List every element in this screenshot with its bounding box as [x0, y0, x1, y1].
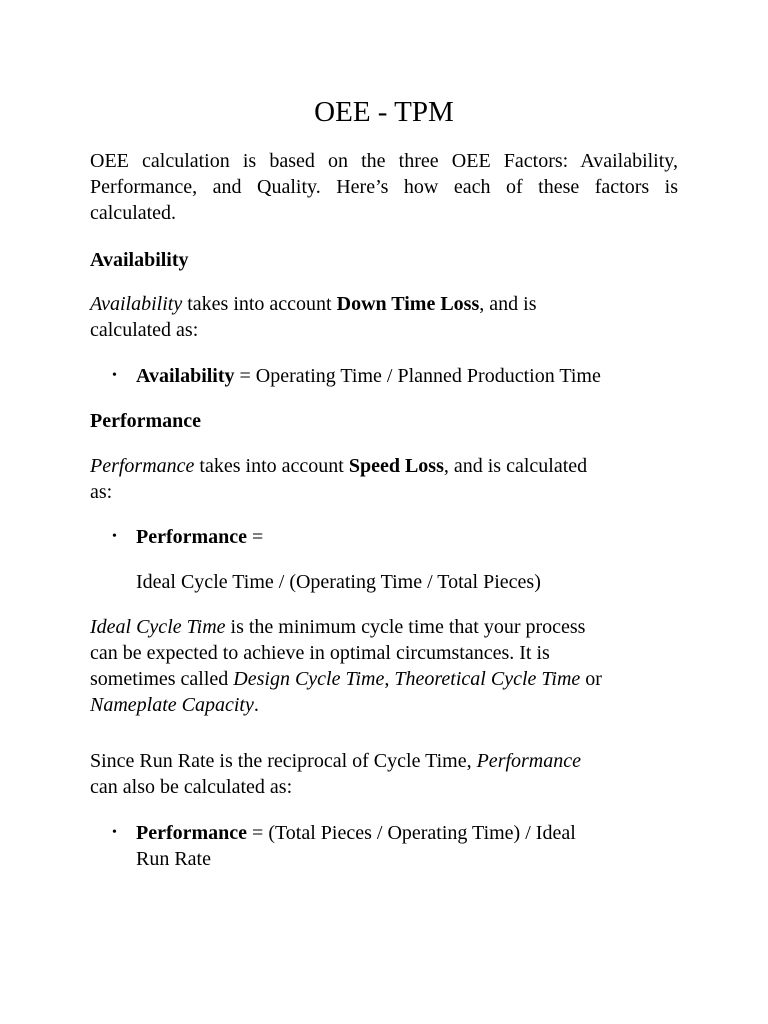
- speed-loss-term: Speed Loss: [348, 455, 444, 477]
- or-word: or: [580, 668, 602, 690]
- bullet-icon: •: [112, 825, 117, 840]
- availability-bullet-term: Availability: [136, 365, 235, 387]
- design-cycle-time-term: Design Cycle Time: [233, 668, 385, 690]
- page-title: OEE - TPM: [314, 96, 454, 128]
- performance-bullet-term: Performance: [136, 526, 248, 548]
- performance-equals: =: [247, 526, 264, 548]
- availability-heading: Availability: [90, 249, 189, 271]
- ideal-cycle-period: .: [253, 694, 259, 716]
- run-rate-paragraph: [90, 748, 678, 800]
- intro-line-2: Performance, and Quality. Here’s how each of these factors is: [90, 176, 678, 198]
- down-time-loss-term: Down Time Loss: [336, 293, 480, 315]
- run-rate-bullet-term: Performance: [136, 822, 248, 844]
- ideal-cycle-paragraph: [90, 614, 678, 718]
- ideal-cycle-term: Ideal Cycle Time: [90, 616, 226, 638]
- performance-heading: Performance: [90, 410, 202, 432]
- run-rate-performance-term: Performance: [476, 750, 582, 772]
- ideal-cycle-line-1: is the minimum cycle time that your process: [225, 616, 586, 638]
- performance-term: Performance: [90, 455, 195, 477]
- availability-formula: = Operating Time / Planned Production Time: [234, 365, 601, 387]
- performance-desc-end: , and is calculated: [443, 455, 588, 477]
- performance-formula: Ideal Cycle Time / (Operating Time / Total Pieces): [136, 571, 541, 593]
- availability-term: Availability: [90, 293, 183, 315]
- run-rate-formula-line-2: Run Rate: [136, 848, 211, 870]
- availability-desc-mid: takes into account: [182, 293, 337, 315]
- ideal-cycle-line-3-start: sometimes called: [90, 668, 234, 690]
- run-rate-formula-line-1: = (Total Pieces / Operating Time) / Ideal: [247, 822, 576, 844]
- theoretical-cycle-time-term: Theoretical Cycle Time: [394, 668, 581, 690]
- run-rate-line-1: Since Run Rate is the reciprocal of Cycle Time,: [90, 750, 477, 772]
- nameplate-capacity-term: Nameplate Capacity: [90, 694, 254, 716]
- performance-desc-line-2: as:: [90, 481, 113, 503]
- ideal-cycle-line-2: can be expected to achieve in optimal circumstances. It is: [90, 642, 550, 664]
- availability-desc-line-2: calculated as:: [90, 319, 199, 341]
- availability-desc-end: , and is: [479, 293, 537, 315]
- bullet-icon: •: [112, 368, 117, 383]
- performance-description: [90, 453, 678, 505]
- separator-comma: ,: [384, 668, 395, 690]
- intro-line-1: OEE calculation is based on the three OEE Factors: Availability,: [90, 150, 678, 172]
- run-rate-line-2: can also be calculated as:: [90, 776, 293, 798]
- performance-desc-mid: takes into account: [194, 455, 349, 477]
- availability-description: [90, 291, 678, 343]
- intro-line-3: calculated.: [90, 202, 177, 224]
- bullet-icon: •: [112, 529, 117, 544]
- intro-paragraph: [90, 148, 678, 226]
